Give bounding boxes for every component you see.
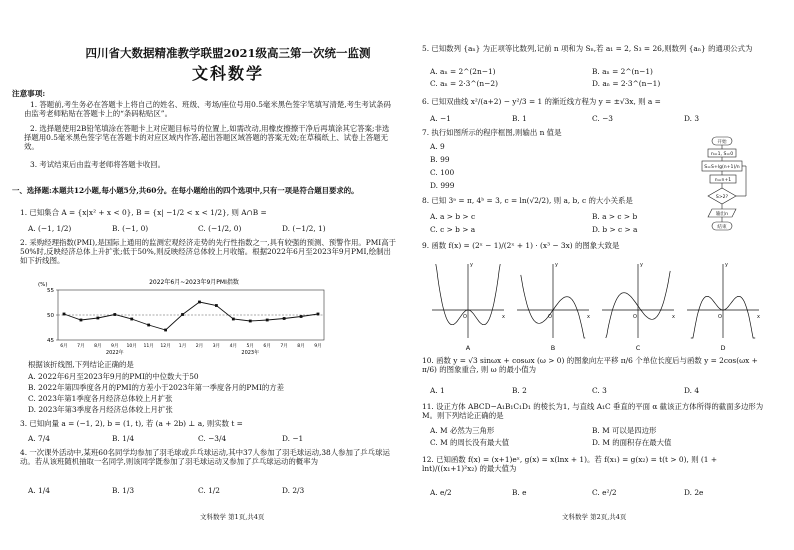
q8-option-a: A. a > b > c [430,212,476,221]
notice-2: 2. 选择题使用2B铅笔填涂在答题卡上对应题目标号的位置上,如需改动,用橡皮擦擦干净后再填涂其它答案;非选择题用0.5毫米黑色签字笔在答题卡的对应区域内作答,超出答题区域答题的答案无效;在草稿纸上、试卷上答题无效。 [24,124,390,152]
q10-option-c: C. 3 [592,386,607,395]
q11-option-b: B. M 可以是四边形 [592,426,657,435]
q1-option-c: C. (−1/2, 0) [198,224,242,233]
pmi-point [300,315,303,318]
origin-label: O [548,314,552,320]
x-tick-label: 4月 [229,344,238,349]
flow-update-s: S=S+lg(n+1)/n [704,165,740,170]
y-axis-label: y [470,262,473,268]
pmi-point [63,313,66,316]
x-axis-label: x [757,314,760,320]
q2-stem: 2. 采购经理指数(PMI),是国际上通用的监测宏观经济走势的先行性指数之一,具有较强的预测、预警作用。PMI高于50%时,反映经济总体上升扩张;低于50%,则反映经济总体较上月收缩。根据2022年6月至2023年9月PMI,绘制出如下折线图。 [20,238,396,266]
q4-option-c: C. 1/2 [198,486,220,495]
q2-question: 根据该折线图,下列结论正确的是 [28,360,134,369]
q6-option-a: A. −1 [430,114,451,123]
section-heading: 一、选择题:本题共12小题,每小题5分,共60分。在每小题给出的四个选项中,只有一项是符合题目要求的。 [12,186,359,195]
y-tick-label: 55 [47,288,54,294]
q6-option-d: D. 3 [684,114,700,123]
notice-3: 3. 考试结束后由监考老师将答题卡收回。 [30,160,166,169]
flow-init: n=1, S=0 [710,152,734,157]
origin-label: O [718,314,722,320]
q5-option-c: C. aₙ = 2·3^(n−2) [430,79,498,88]
pmi-point [283,317,286,320]
y-tick-label: 50 [47,313,54,319]
q2-option-d: D. 2023年第3季度各月经济总体较上月扩张 [28,405,173,414]
pmi-point [80,319,83,322]
q7-option-a: A. 9 [430,142,445,151]
q8-option-b: B. a > c > b [592,212,638,221]
flow-end: 结束 [717,225,727,230]
q10-option-a: A. 1 [430,386,445,395]
notice-heading: 注意事项: [12,89,46,98]
pmi-point [215,304,218,307]
q9-option-d: D [720,344,726,352]
q3-option-c: C. −3/4 [198,434,227,443]
q7-option-b: B. 99 [430,155,450,164]
q4-option-a: A. 1/4 [28,486,50,495]
q3-option-a: A. 7/4 [28,434,50,443]
q11-stem: 11. 设正方体 ABCD−A₁B₁C₁D₁ 的棱长为1, 与直线 A₁C 垂直的平面 α 截该正方体所得的截面多边形为 M。则下列结论正确的是 [422,402,764,421]
q12-option-d: D. 2e [684,488,704,497]
x-tick-label: 6月 [263,344,271,349]
y-axis-label: y [640,262,643,268]
q5-option-a: A. aₙ = 2^(2n−1) [430,67,496,76]
q9-option-b: B [550,344,556,352]
y-axis-label: y [555,262,558,268]
q9-option-c: C [635,344,641,352]
year-label-2022: 2022年 [105,350,124,356]
q2-option-a: A. 2022年6月至2023年9月的PMI的中位数大于50 [28,372,199,381]
q3-option-b: B. 1/4 [112,434,135,443]
pmi-point [317,313,320,316]
q6-option-c: C. −3 [592,114,613,123]
left-footer: 文科数学 第1页,共4页 [200,513,265,521]
pmi-point [113,313,116,316]
q6-option-b: B. 1 [512,114,527,123]
x-axis-label: x [672,314,675,320]
flow-condition: S>2? [715,195,729,200]
flowchart [688,136,768,236]
x-tick-label: 10月 [126,344,137,349]
x-tick-label: 7月 [280,344,288,349]
x-tick-label: 8月 [297,344,305,349]
q8-option-c: C. c > b > a [430,225,476,234]
pmi-point [181,313,184,316]
q12-option-c: C. e²/2 [592,488,617,497]
q4-stem: 4. 一次课外活动中,某班60名同学均参加了羽毛球或乒乓球运动,其中37人参加了羽毛球运动,38人参加了乒乓球运动。若从该班随机抽取一名同学,则该同学既参加了羽毛球运动又参加了乒乓球运动的概率为 [20,448,390,467]
pmi-point [249,320,252,323]
x-tick-label: 6月 [60,344,68,349]
origin-label: O [633,314,637,320]
q8-stem: 8. 已知 3ᵃ = π, 4ᵇ = 3, c = ln(√2/2), 则 a, b, c 的大小关系是 [422,196,633,205]
q5-option-d: D. aₙ = 2·3^(n−1) [592,79,661,88]
origin-label: O [463,314,467,320]
q11-option-d: D. M 的面积存在最大值 [592,438,672,447]
q3-option-d: D. −1 [282,434,304,443]
flow-start: 开始 [717,140,727,145]
pmi-line-chart [34,276,334,358]
q7-option-d: D. 999 [430,181,455,190]
x-tick-label: 2月 [195,344,204,349]
exam-title: 四川省大数据精准教学联盟2021级高三第一次统一监测 [85,46,371,60]
q10-option-b: B. 2 [512,386,527,395]
q2-option-b: B. 2022年第四季度各月的PMI的方差小于2023年第一季度各月的PMI的方差 [28,383,285,392]
x-tick-label: 9月 [111,344,119,349]
q10-stem: 10. 函数 y = √3 sinωx + cosωx (ω > 0) 的图象向左平移 π/6 个单位长度后与函数 y = 2cos(ωx + π/6) 的图象重合, 则 ω 的最小值为 [422,356,758,375]
q1-option-d: D. (−1/2, 1) [282,224,326,233]
q4-option-d: D. 2/3 [282,486,305,495]
pmi-point [96,317,99,320]
x-tick-label: 7月 [77,344,85,349]
chart-title: 2022年6月~2023年9月PMI指数 [149,279,239,286]
x-tick-label: 8月 [94,344,102,349]
x-axis-label: x [502,314,505,320]
exam-subject: 文科数学 [191,64,264,83]
pmi-point [232,318,235,321]
chart-ylabel: (%) [38,282,48,288]
x-tick-label: 11月 [143,344,154,349]
q1-option-b: B. (−1, 0) [112,224,149,233]
q7-option-c: C. 100 [430,168,455,177]
notice-1: 1. 答题前,考生务必在答题卡上将自己的姓名、班级、考场/座位号用0.5毫米黑色签字笔填写清楚,考生考试条码由监考老师粘贴在答题卡上的“条码粘贴区”。 [24,100,391,119]
flow-increment: n=n+1 [714,178,732,183]
x-tick-label: 1月 [178,344,187,349]
q11-option-c: C. M 的周长没有最大值 [430,438,510,447]
q11-option-a: A. M 必然为三角形 [430,426,495,435]
q12-option-a: A. e/2 [430,488,452,497]
q9-stem: 9. 函数 f(x) = (2ˣ − 1)/(2ˣ + 1) · (x³ − 3x) 的图象大致是 [422,241,620,250]
right-footer: 文科数学 第2页,共4页 [562,513,627,521]
q10-option-d: D. 4 [684,386,700,395]
q4-option-b: B. 1/3 [112,486,135,495]
x-axis-label: x [587,314,590,320]
q3-stem: 3. 已知向量 a = (−1, 2), b = (1, t), 若 (a + 2b) ⊥ a, 则实数 t = [20,419,243,428]
q5-option-b: B. aₙ = 2^(n−1) [592,67,653,76]
y-tick-label: 45 [47,338,54,344]
pmi-point [198,301,201,304]
flow-output: 输出n [715,212,729,217]
q6-stem: 6. 已知双曲线 x²/(a+2) − y²/3 = 1 的渐近线方程为 y = ±√3x, 则 a = [422,97,661,106]
pmi-point [130,318,133,321]
q12-option-b: B. e [512,488,527,497]
year-label-2023: 2023年 [241,350,260,356]
q9-graphs [428,258,774,354]
x-tick-label: 9月 [314,344,322,349]
x-tick-label: 12月 [160,344,171,349]
q5-stem: 5. 已知数列 {aₙ} 为正项等比数列,记前 n 项和为 Sₙ,若 a₁ = 2, S₃ = 26,则数列 {aₙ} 的通项公式为 [422,44,753,53]
x-tick-label: 3月 [212,344,221,349]
q1-stem: 1. 已知集合 A = {x|x² + x < 0}, B = {x| −1/2 < x < 1/2}, 则 A∩B = [20,208,267,217]
pmi-point [164,329,167,332]
q8-option-d: D. b > c > a [592,225,638,234]
pmi-series-line [64,302,318,330]
x-tick-label: 5月 [246,344,255,349]
q1-option-a: A. (−1, 1/2) [28,224,72,233]
q12-stem: 12. 已知函数 f(x) = (x+1)eˣ, g(x) = x(lnx + 1)。若 f(x₁) = g(x₂) = t(t > 0), 则 (1 + lnt)/((x₁+1)²x₂) 的最大值为 [422,455,718,474]
q7-stem: 7. 执行如图所示的程序框图,则输出 n 值是 [422,128,562,137]
q2-option-c: C. 2023年第1季度各月经济总体较上月扩张 [28,394,173,403]
pmi-point [147,324,150,327]
y-axis-label: y [725,262,728,268]
q9-option-a: A [465,344,471,352]
pmi-point [266,319,269,322]
